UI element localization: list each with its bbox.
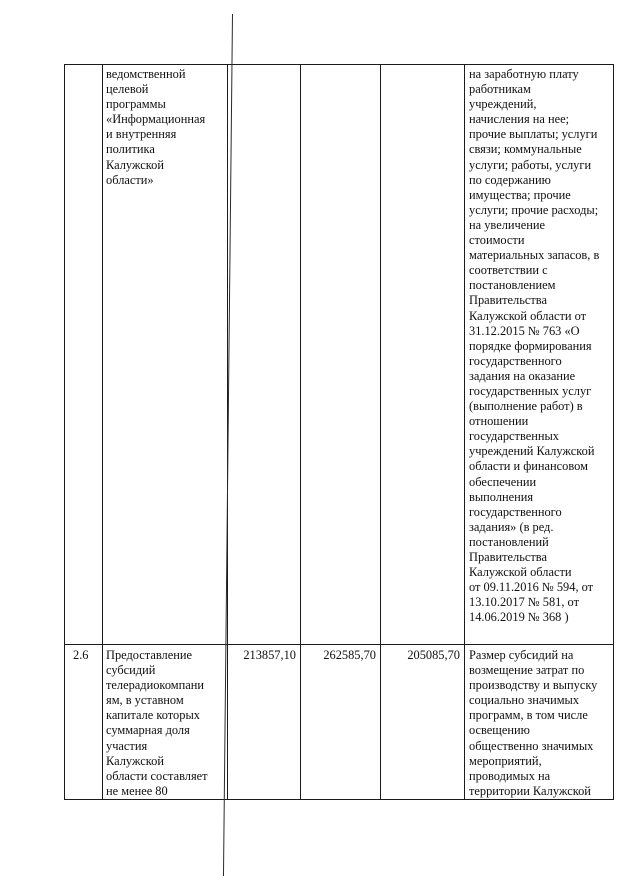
row2-description: Размер субсидий на возмещение затрат по производству и выпуску социально значимых программ, в том числе освещению общественно значимых мероприятий, проводимых на территории Калужской [469, 648, 598, 798]
table-border-bottom [64, 799, 614, 800]
table-col-divider-3 [300, 64, 301, 800]
table-border-right [613, 64, 614, 800]
table-col-divider-1 [102, 64, 103, 800]
row1-program-name: ведомственной целевой программы «Информационная и внутренняя политика Калужской области» [106, 67, 206, 187]
row2-value-1: 213857,10 [243, 648, 296, 662]
row2-item-name: Предоставление субсидий телерадиокомпани ям, в уставном капитале которых суммарная доля участия Калужской области составляет не менее 80 [106, 648, 208, 798]
table-border-left [64, 64, 65, 800]
table-col-divider-4 [380, 64, 381, 800]
table-col-divider-5 [464, 64, 465, 800]
table-border-top [64, 64, 614, 65]
row1-description: на заработную плату работникам учреждений, начисления на нее; прочие выплаты; услуги связи; коммунальные услуги; работы, услуги по содержанию имущества; прочие услуги; прочие расходы; на увеличение стоимости материальных запасов, в соответствии с постановлением Правительства Калужской области от 31.12.2015 № 763 «О порядке формирования государственного задания на оказание государственных услуг (выполнение работ) в отношении государственных учреждений Калужской области и финансовом обеспечении выполнения государственного задания» (в ред. постановлений Правительства Калужской области от 09.11.2016 № 594, от 13.10.2017 № 581, от 14.06.2019 № 368 ) [469, 67, 600, 625]
row2-value-3: 205085,70 [407, 648, 460, 662]
table-row-divider [64, 644, 614, 645]
row2-number: 2.6 [73, 648, 89, 662]
row2-value-2: 262585,70 [323, 648, 376, 662]
